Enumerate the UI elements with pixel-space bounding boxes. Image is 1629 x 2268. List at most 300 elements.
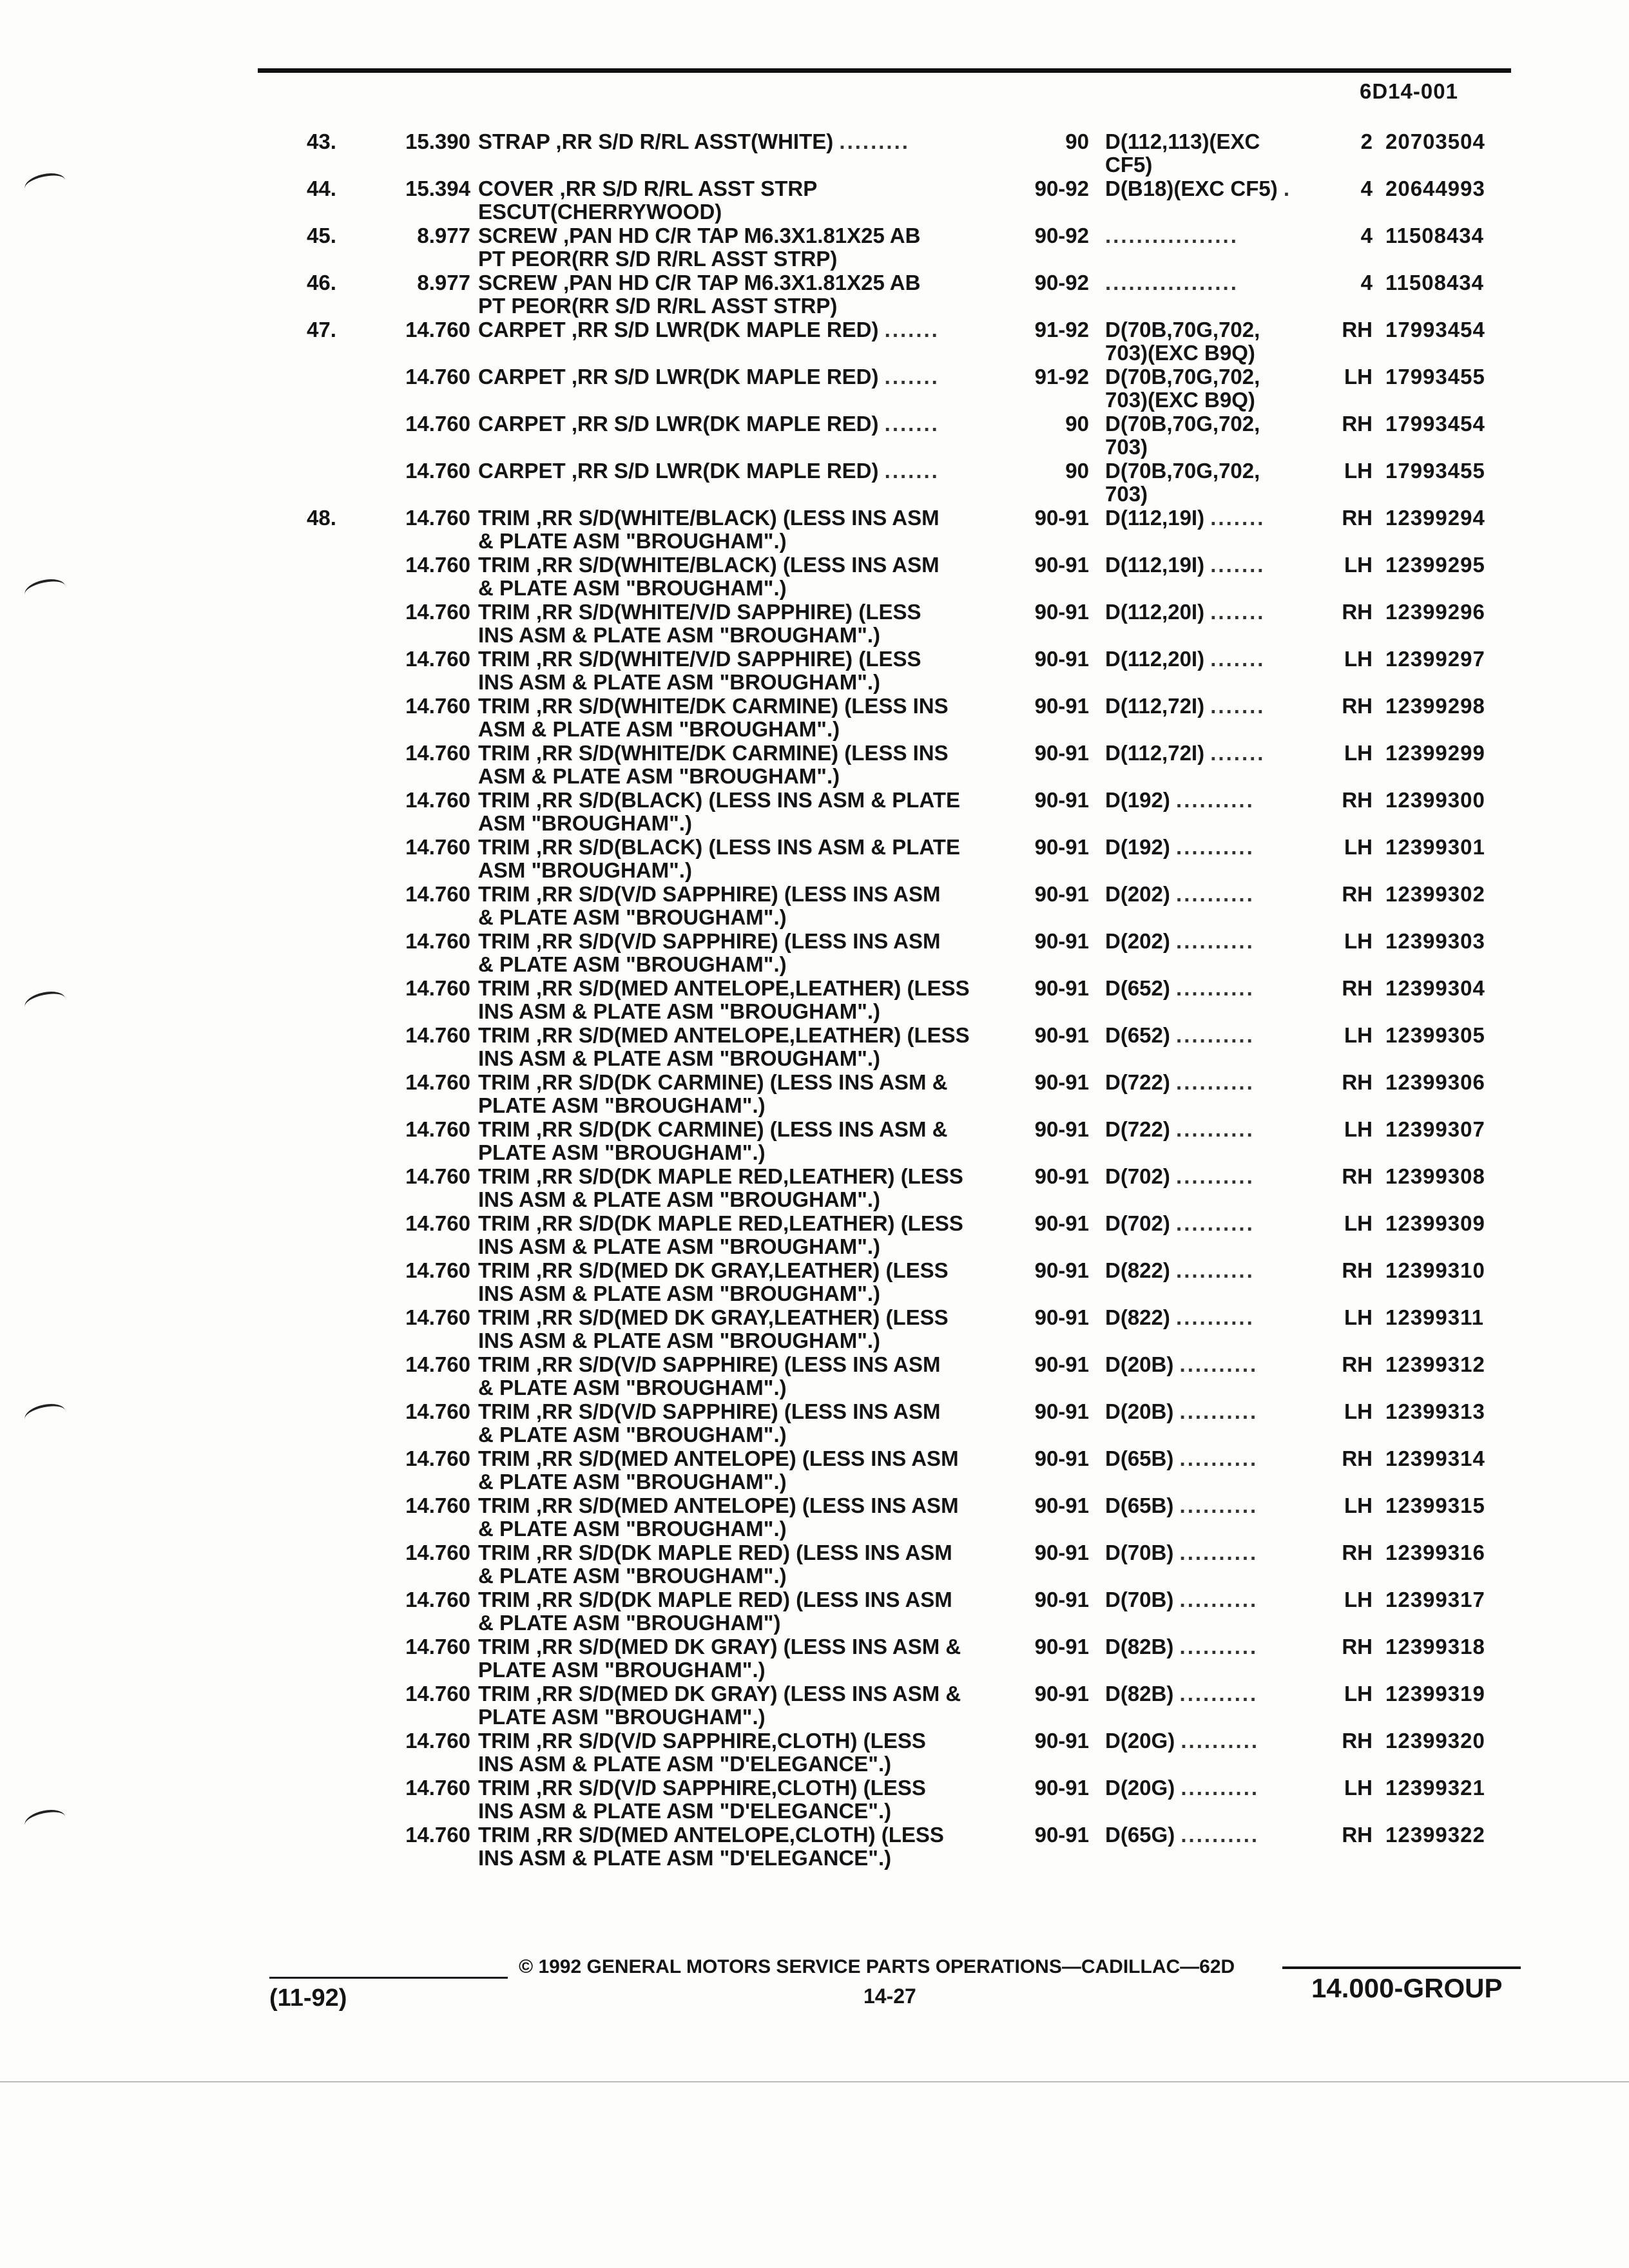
description-line-1: TRIM ,RR S/D(MED DK GRAY) (LESS INS ASM & xyxy=(478,1635,961,1658)
footer-rule-left xyxy=(269,1977,508,1979)
table-row xyxy=(0,1165,1629,1212)
application xyxy=(1105,1400,1258,1423)
group-number: 14.760 xyxy=(405,1494,470,1517)
application-line-1: D(722) xyxy=(1105,1117,1170,1141)
description-line-1: TRIM ,RR S/D(WHITE/DK CARMINE) (LESS INS xyxy=(478,694,949,718)
quantity-or-side: RH xyxy=(1342,788,1373,812)
group-number: 14.760 xyxy=(405,600,470,624)
leader-dots: .......... xyxy=(1176,1164,1255,1188)
group-number: 14.760 xyxy=(405,647,470,671)
description-line-1: TRIM ,RR S/D(V/D SAPPHIRE) (LESS INS ASM xyxy=(478,882,941,906)
application xyxy=(1105,459,1260,506)
model-years: 90-92 xyxy=(1034,224,1089,247)
model-years: 90-91 xyxy=(1034,1070,1089,1094)
part-description xyxy=(478,977,970,1023)
quantity-or-side: RH xyxy=(1342,976,1373,1000)
leader-dots: .......... xyxy=(1179,1682,1258,1706)
table-row xyxy=(0,224,1629,271)
description-line-1: TRIM ,RR S/D(DK MAPLE RED) (LESS INS ASM xyxy=(478,1541,952,1564)
description-line-1: TRIM ,RR S/D(MED ANTELOPE,LEATHER) (LESS xyxy=(478,976,970,1000)
table-row xyxy=(0,789,1629,836)
description-line-1: TRIM ,RR S/D(BLACK) (LESS INS ASM & PLATE xyxy=(478,835,960,859)
description-line-2: INS ASM & PLATE ASM "BROUGHAM".) xyxy=(478,999,881,1023)
application xyxy=(1105,130,1260,177)
model-years: 90-91 xyxy=(1034,835,1089,859)
application xyxy=(1105,1823,1259,1847)
table-row xyxy=(0,1212,1629,1259)
description-line-1: CARPET ,RR S/D LWR(DK MAPLE RED) xyxy=(478,459,879,483)
group-number: 14.760 xyxy=(405,1164,470,1188)
description-line-2: INS ASM & PLATE ASM "BROUGHAM".) xyxy=(478,1329,881,1352)
application xyxy=(1105,1071,1255,1094)
table-row xyxy=(0,553,1629,601)
group-number: 14.760 xyxy=(405,1446,470,1470)
part-number: 12399313 xyxy=(1385,1399,1485,1423)
leader-dots: .......... xyxy=(1176,788,1255,812)
application-line-1: D(702) xyxy=(1105,1211,1170,1235)
part-description xyxy=(478,1447,959,1494)
description-line-1: SCREW ,PAN HD C/R TAP M6.3X1.81X25 AB xyxy=(478,271,921,294)
group-number: 14.760 xyxy=(405,1305,470,1329)
application xyxy=(1105,977,1255,1000)
description-line-2: & PLATE ASM "BROUGHAM".) xyxy=(478,529,787,553)
part-number: 12399315 xyxy=(1385,1494,1485,1517)
application xyxy=(1105,1447,1258,1470)
model-years: 90-91 xyxy=(1034,929,1089,953)
leader-dots: ....... xyxy=(1210,694,1266,718)
group-number: 14.760 xyxy=(405,365,470,389)
part-description xyxy=(478,1729,926,1776)
part-description xyxy=(478,365,940,389)
application xyxy=(1105,601,1265,624)
model-years: 90-91 xyxy=(1034,1258,1089,1282)
leader-dots: ................. xyxy=(1105,224,1239,247)
application xyxy=(1105,1306,1255,1329)
group-number: 14.760 xyxy=(405,553,470,577)
part-description xyxy=(478,1588,952,1635)
leader-dots: ................. xyxy=(1105,271,1239,294)
leader-dots: . xyxy=(1283,177,1292,200)
table-row xyxy=(0,930,1629,977)
table-row xyxy=(0,1729,1629,1776)
model-years: 90-91 xyxy=(1034,553,1089,577)
description-line-2: INS ASM & PLATE ASM "D'ELEGANCE".) xyxy=(478,1752,892,1776)
quantity-or-side: RH xyxy=(1342,694,1373,718)
application xyxy=(1105,1541,1258,1564)
leader-dots: .......... xyxy=(1179,1494,1258,1517)
model-years: 90-91 xyxy=(1034,1541,1089,1564)
part-description xyxy=(478,130,910,153)
application xyxy=(1105,271,1239,294)
description-line-1: TRIM ,RR S/D(DK MAPLE RED) (LESS INS ASM xyxy=(478,1588,952,1611)
description-line-1: TRIM ,RR S/D(MED ANTELOPE,LEATHER) (LESS xyxy=(478,1023,970,1047)
part-number: 12399297 xyxy=(1385,647,1485,671)
application-line-1: D(82B) xyxy=(1105,1635,1174,1658)
model-years: 90-91 xyxy=(1034,1494,1089,1517)
table-row xyxy=(0,1024,1629,1071)
leader-dots: .......... xyxy=(1176,1023,1255,1047)
quantity-or-side: RH xyxy=(1342,882,1373,906)
application-line-1: D(112,20I) xyxy=(1105,647,1205,671)
application-line-1: D(20G) xyxy=(1105,1729,1175,1753)
part-description xyxy=(478,836,960,882)
leader-dots: .......... xyxy=(1179,1446,1258,1470)
description-line-1: TRIM ,RR S/D(MED DK GRAY) (LESS INS ASM & xyxy=(478,1682,961,1706)
table-row xyxy=(0,1353,1629,1400)
leader-dots: .......... xyxy=(1179,1588,1258,1611)
leader-dots: .......... xyxy=(1179,1635,1258,1658)
part-description xyxy=(478,177,817,224)
leader-dots: .......... xyxy=(1176,1070,1255,1094)
description-line-2: PT PEOR(RR S/D R/RL ASST STRP) xyxy=(478,247,838,271)
leader-dots: ....... xyxy=(884,412,940,436)
part-number: 12399319 xyxy=(1385,1682,1485,1706)
group-number: 14.760 xyxy=(405,1823,470,1847)
group-number: 14.760 xyxy=(405,788,470,812)
table-row xyxy=(0,365,1629,412)
leader-dots: ....... xyxy=(1210,506,1266,530)
model-years: 90-91 xyxy=(1034,1305,1089,1329)
description-line-1: TRIM ,RR S/D(V/D SAPPHIRE) (LESS INS ASM xyxy=(478,929,941,953)
part-description xyxy=(478,318,940,341)
footer-date: (11-92) xyxy=(269,1984,347,2012)
ref-number: 48. xyxy=(307,506,336,530)
application-line-1: D(202) xyxy=(1105,929,1170,953)
quantity-or-side: LH xyxy=(1344,647,1373,671)
model-years: 90-92 xyxy=(1034,177,1089,200)
part-description xyxy=(478,648,921,694)
model-years: 90-91 xyxy=(1034,1588,1089,1611)
leader-dots: .......... xyxy=(1176,929,1255,953)
table-row xyxy=(0,1635,1629,1682)
model-years: 90-92 xyxy=(1034,271,1089,294)
quantity-or-side: LH xyxy=(1344,1211,1373,1235)
description-line-1: TRIM ,RR S/D(MED ANTELOPE) (LESS INS ASM xyxy=(478,1494,959,1517)
group-number: 14.760 xyxy=(405,459,470,483)
part-description xyxy=(478,1071,947,1117)
leader-dots: .......... xyxy=(1179,1399,1258,1423)
description-line-2: INS ASM & PLATE ASM "D'ELEGANCE".) xyxy=(478,1846,892,1870)
model-years: 90-91 xyxy=(1034,1399,1089,1423)
part-number: 17993455 xyxy=(1385,365,1485,389)
table-row xyxy=(0,1118,1629,1165)
group-number: 14.760 xyxy=(405,929,470,953)
part-description xyxy=(478,1494,959,1541)
part-description xyxy=(478,1024,970,1070)
bottom-edge-rule xyxy=(0,2081,1629,2082)
leader-dots: .......... xyxy=(1176,882,1255,906)
application-line-1: D(192) xyxy=(1105,788,1170,812)
part-description xyxy=(478,930,941,976)
application-line-1: D(65B) xyxy=(1105,1494,1174,1517)
model-years: 90-91 xyxy=(1034,1023,1089,1047)
model-years: 90-91 xyxy=(1034,600,1089,624)
model-years: 90-91 xyxy=(1034,1164,1089,1188)
part-number: 11508434 xyxy=(1385,224,1485,247)
part-description xyxy=(478,1259,949,1305)
group-number: 14.760 xyxy=(405,1399,470,1423)
quantity-or-side: LH xyxy=(1344,1494,1373,1517)
table-row xyxy=(0,459,1629,506)
model-years: 90-91 xyxy=(1034,1211,1089,1235)
application-line-1: D(B18)(EXC CF5) xyxy=(1105,177,1278,200)
group-number: 14.760 xyxy=(405,1352,470,1376)
description-line-2: ESCUT(CHERRYWOOD) xyxy=(478,200,722,224)
part-description xyxy=(478,553,940,600)
application xyxy=(1105,1353,1258,1376)
description-line-1: TRIM ,RR S/D(WHITE/V/D SAPPHIRE) (LESS xyxy=(478,600,921,624)
description-line-2: ASM "BROUGHAM".) xyxy=(478,811,692,835)
part-number: 12399302 xyxy=(1385,882,1485,906)
part-description xyxy=(478,1165,963,1211)
group-number: 14.760 xyxy=(405,506,470,530)
part-number: 12399295 xyxy=(1385,553,1485,577)
part-description xyxy=(478,1400,941,1446)
model-years: 90-91 xyxy=(1034,741,1089,765)
description-line-2: ASM "BROUGHAM".) xyxy=(478,858,692,882)
application-line-1: D(70B) xyxy=(1105,1588,1174,1611)
part-description xyxy=(478,601,921,647)
part-description xyxy=(478,271,920,318)
part-number: 12399304 xyxy=(1385,976,1485,1000)
part-number: 12399299 xyxy=(1385,741,1485,765)
application-line-1: D(70B,70G,702, xyxy=(1105,318,1260,341)
quantity-or-side: LH xyxy=(1344,1117,1373,1141)
application-line-1: D(65B) xyxy=(1105,1446,1174,1470)
part-description xyxy=(478,789,960,835)
part-number: 12399318 xyxy=(1385,1635,1485,1658)
application xyxy=(1105,1259,1255,1282)
description-line-2: INS ASM & PLATE ASM "BROUGHAM".) xyxy=(478,1282,881,1305)
quantity-or-side: RH xyxy=(1342,412,1373,436)
application-line-1: D(822) xyxy=(1105,1258,1170,1282)
model-years: 90 xyxy=(1065,459,1089,483)
leader-dots: ....... xyxy=(1210,600,1266,624)
quantity-or-side: LH xyxy=(1344,1023,1373,1047)
leader-dots: .......... xyxy=(1176,835,1255,859)
description-line-2: ASM & PLATE ASM "BROUGHAM".) xyxy=(478,764,840,788)
application xyxy=(1105,648,1265,671)
quantity-or-side: LH xyxy=(1344,929,1373,953)
part-number: 12399308 xyxy=(1385,1164,1485,1188)
leader-dots: ....... xyxy=(884,318,940,341)
description-line-2: PLATE ASM "BROUGHAM".) xyxy=(478,1705,766,1729)
quantity-or-side: LH xyxy=(1344,365,1373,389)
group-number: 14.760 xyxy=(405,694,470,718)
description-line-1: TRIM ,RR S/D(WHITE/BLACK) (LESS INS ASM xyxy=(478,506,940,530)
part-number: 12399310 xyxy=(1385,1258,1485,1282)
application xyxy=(1105,1118,1255,1141)
table-row xyxy=(0,1259,1629,1306)
application-line-2: CF5) xyxy=(1105,153,1153,177)
group-number: 14.760 xyxy=(405,318,470,341)
model-years: 90-91 xyxy=(1034,1635,1089,1658)
application xyxy=(1105,506,1265,530)
application-line-2: 703) xyxy=(1105,435,1148,459)
application-line-1: D(202) xyxy=(1105,882,1170,906)
part-number: 12399321 xyxy=(1385,1776,1485,1800)
application-line-1: D(112,19I) xyxy=(1105,553,1205,577)
group-number: 15.390 xyxy=(405,130,470,153)
part-number: 12399307 xyxy=(1385,1117,1485,1141)
description-line-1: TRIM ,RR S/D(DK CARMINE) (LESS INS ASM & xyxy=(478,1070,948,1094)
quantity-or-side: 4 xyxy=(1360,224,1373,247)
part-description xyxy=(478,742,949,788)
application-line-1: D(652) xyxy=(1105,1023,1170,1047)
application xyxy=(1105,1776,1259,1800)
application-line-1: D(192) xyxy=(1105,835,1170,859)
description-line-2: PLATE ASM "BROUGHAM".) xyxy=(478,1093,766,1117)
description-line-2: INS ASM & PLATE ASM "BROUGHAM".) xyxy=(478,1235,881,1258)
table-row xyxy=(0,601,1629,648)
page-code: 6D14-001 xyxy=(1360,79,1458,103)
description-line-2: & PLATE ASM "BROUGHAM") xyxy=(478,1611,781,1635)
part-description xyxy=(478,1635,961,1682)
part-number: 12399303 xyxy=(1385,929,1485,953)
model-years: 90-91 xyxy=(1034,647,1089,671)
description-line-1: CARPET ,RR S/D LWR(DK MAPLE RED) xyxy=(478,318,879,341)
quantity-or-side: RH xyxy=(1342,318,1373,341)
description-line-1: CARPET ,RR S/D LWR(DK MAPLE RED) xyxy=(478,412,879,436)
application-line-2: 703) xyxy=(1105,482,1148,506)
quantity-or-side: RH xyxy=(1342,1541,1373,1564)
description-line-2: & PLATE ASM "BROUGHAM".) xyxy=(478,1564,787,1588)
model-years: 90-91 xyxy=(1034,1729,1089,1753)
application xyxy=(1105,1729,1259,1753)
leader-dots: ....... xyxy=(1210,647,1266,671)
application-line-1: D(112,72I) xyxy=(1105,741,1205,765)
application xyxy=(1105,1682,1258,1706)
model-years: 90-91 xyxy=(1034,976,1089,1000)
quantity-or-side: RH xyxy=(1342,506,1373,530)
group-number: 14.760 xyxy=(405,976,470,1000)
description-line-2: PT PEOR(RR S/D R/RL ASST STRP) xyxy=(478,294,838,318)
description-line-1: TRIM ,RR S/D(DK CARMINE) (LESS INS ASM & xyxy=(478,1117,948,1141)
group-number: 14.760 xyxy=(405,741,470,765)
description-line-1: TRIM ,RR S/D(WHITE/BLACK) (LESS INS ASM xyxy=(478,553,940,577)
group-number: 14.760 xyxy=(405,1117,470,1141)
description-line-2: & PLATE ASM "BROUGHAM".) xyxy=(478,1517,787,1541)
description-line-1: TRIM ,RR S/D(DK MAPLE RED,LEATHER) (LESS xyxy=(478,1211,963,1235)
description-line-2: & PLATE ASM "BROUGHAM".) xyxy=(478,1470,787,1494)
group-number: 14.760 xyxy=(405,412,470,436)
application xyxy=(1105,318,1260,365)
part-number: 12399311 xyxy=(1385,1305,1485,1329)
ref-number: 47. xyxy=(307,318,336,341)
part-number: 17993455 xyxy=(1385,459,1485,483)
part-number: 12399300 xyxy=(1385,788,1485,812)
group-label: 14.000-GROUP xyxy=(1311,1973,1503,2003)
group-number: 15.394 xyxy=(405,177,470,200)
application xyxy=(1105,930,1255,953)
table-row xyxy=(0,1306,1629,1353)
group-number: 14.760 xyxy=(405,1588,470,1611)
leader-dots: ....... xyxy=(1210,741,1266,765)
table-row xyxy=(0,648,1629,695)
application-line-1: D(70B,70G,702, xyxy=(1105,459,1260,483)
leader-dots: .......... xyxy=(1176,1258,1255,1282)
application xyxy=(1105,1165,1255,1188)
part-number: 11508434 xyxy=(1385,271,1485,294)
table-row xyxy=(0,1776,1629,1823)
group-number: 14.760 xyxy=(405,1776,470,1800)
application xyxy=(1105,553,1265,577)
application-line-1: D(652) xyxy=(1105,976,1170,1000)
table-row xyxy=(0,271,1629,318)
table-row xyxy=(0,318,1629,365)
model-years: 90-91 xyxy=(1034,1776,1089,1800)
description-line-1: TRIM ,RR S/D(MED DK GRAY,LEATHER) (LESS xyxy=(478,1305,949,1329)
description-line-2: & PLATE ASM "BROUGHAM".) xyxy=(478,952,787,976)
leader-dots: .......... xyxy=(1181,1823,1260,1847)
table-row xyxy=(0,1682,1629,1729)
leader-dots: .......... xyxy=(1181,1776,1260,1800)
leader-dots: .......... xyxy=(1181,1729,1260,1753)
application xyxy=(1105,365,1260,412)
description-line-2: ASM & PLATE ASM "BROUGHAM".) xyxy=(478,717,840,741)
application-line-2: 703)(EXC B9Q) xyxy=(1105,388,1255,412)
application-line-1: D(112,20I) xyxy=(1105,600,1205,624)
model-years: 90-91 xyxy=(1034,694,1089,718)
part-description xyxy=(478,1682,961,1729)
part-number: 12399296 xyxy=(1385,600,1485,624)
model-years: 91-92 xyxy=(1034,365,1089,389)
part-description xyxy=(478,1212,963,1258)
group-number: 14.760 xyxy=(405,1070,470,1094)
part-number: 12399312 xyxy=(1385,1352,1485,1376)
leader-dots: .......... xyxy=(1176,1211,1255,1235)
application-line-1: D(112,72I) xyxy=(1105,694,1205,718)
description-line-2: INS ASM & PLATE ASM "BROUGHAM".) xyxy=(478,1187,881,1211)
leader-dots: .......... xyxy=(1176,1117,1255,1141)
leader-dots: .......... xyxy=(1179,1541,1258,1564)
group-number: 14.760 xyxy=(405,1211,470,1235)
group-number: 8.977 xyxy=(417,224,470,247)
application-line-1: D(70B,70G,702, xyxy=(1105,365,1260,389)
quantity-or-side: RH xyxy=(1342,1352,1373,1376)
part-number: 12399309 xyxy=(1385,1211,1485,1235)
application-line-1: D(82B) xyxy=(1105,1682,1174,1706)
model-years: 90-91 xyxy=(1034,1446,1089,1470)
description-line-1: TRIM ,RR S/D(V/D SAPPHIRE,CLOTH) (LESS xyxy=(478,1776,926,1800)
part-description xyxy=(478,506,940,553)
leader-dots: ....... xyxy=(1210,553,1266,577)
group-number: 14.760 xyxy=(405,1635,470,1658)
leader-dots: ....... xyxy=(884,365,940,389)
application-line-1: D(20B) xyxy=(1105,1352,1174,1376)
description-line-1: TRIM ,RR S/D(BLACK) (LESS INS ASM & PLATE xyxy=(478,788,960,812)
part-description xyxy=(478,1118,947,1164)
table-row xyxy=(0,836,1629,883)
description-line-1: COVER ,RR S/D R/RL ASST STRP xyxy=(478,177,818,200)
leader-dots: .......... xyxy=(1176,976,1255,1000)
description-line-1: TRIM ,RR S/D(MED DK GRAY,LEATHER) (LESS xyxy=(478,1258,949,1282)
part-description xyxy=(478,412,940,436)
application-line-1: D(112,113)(EXC xyxy=(1105,130,1260,153)
part-number: 12399306 xyxy=(1385,1070,1485,1094)
part-description xyxy=(478,224,920,271)
table-row xyxy=(0,1588,1629,1635)
table-row xyxy=(0,1541,1629,1588)
table-row xyxy=(0,177,1629,224)
application xyxy=(1105,1212,1255,1235)
group-number: 14.760 xyxy=(405,1023,470,1047)
description-line-2: INS ASM & PLATE ASM "BROUGHAM".) xyxy=(478,670,881,694)
description-line-1: TRIM ,RR S/D(WHITE/V/D SAPPHIRE) (LESS xyxy=(478,647,921,671)
part-description xyxy=(478,1353,941,1399)
table-row xyxy=(0,977,1629,1024)
quantity-or-side: RH xyxy=(1342,1258,1373,1282)
